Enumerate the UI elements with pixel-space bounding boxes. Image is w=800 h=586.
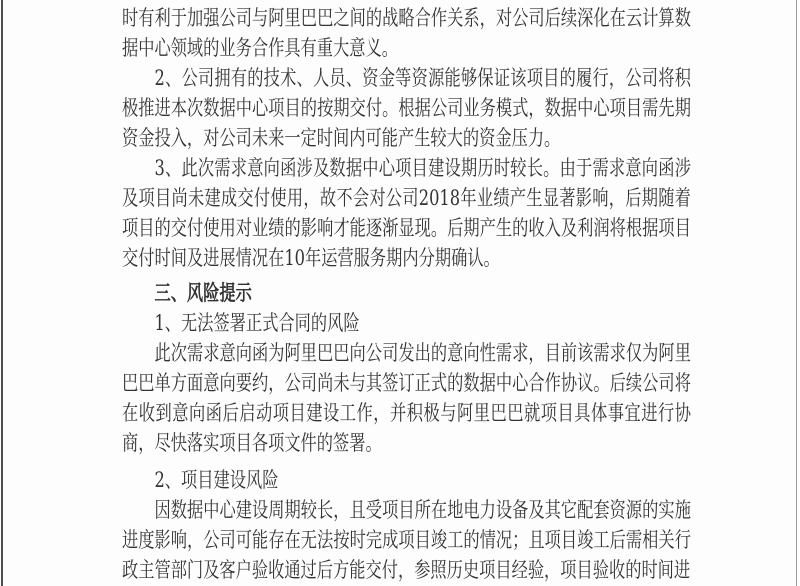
paragraph-project-construction-risk-body: 因数据中心建设周期较长，且受项目所在地电力设备及其它配套资源的实施进度影响，公司可能存在无法按时完成项目竣工的情况；且项目竣工后需相关行政主管部门及客户验收通过后方能交付，参照历史项目经验，项目验收的时间进 bbox=[122, 498, 691, 582]
paragraph-contract-signing-risk-body: 此次需求意向函为阿里巴巴向公司发出的意向性需求，目前该需求仅为阿里巴巴单方面意向要约，公司尚未与其签订正式的数据中心合作协议。后续公司将在收到意向函后启动项目建设工作，并积极与阿里巴巴就项目具体事宜进行协商，尽快落实项目各项文件的签署。 bbox=[122, 341, 691, 455]
page-left-border-line bbox=[1, 0, 3, 586]
section-heading-risk-notice: 三、风险提示 bbox=[154, 280, 252, 305]
subheading-1-contract-signing-risk: 1、无法签署正式合同的风险 bbox=[154, 311, 360, 335]
subheading-2-project-construction-risk: 2、项目建设风险 bbox=[154, 468, 279, 492]
document-text-column bbox=[122, 3, 691, 585]
page-right-border-line bbox=[796, 0, 797, 586]
paragraph-3-construction-duration: 3、此次需求意向函涉及数据中心项目建设期历时较长。由于需求意向函涉及项目尚未建成交付使用，故不会对公司2018年业绩产生显著影响，后期随着项目的交付使用对业绩的影响才能逐渐显现。后期产生的收入及利润将根据项目交付时间及进展情况在10年运营服务期内分期确认。 bbox=[122, 156, 691, 270]
paragraph-strategic-cooperation-continuation: 时有利于加强公司与阿里巴巴之间的战略合作关系，对公司后续深化在云计算数据中心领域的业务合作具有重大意义。 bbox=[122, 6, 691, 60]
paragraph-2-resources-guarantee: 2、公司拥有的技术、人员、资金等资源能够保证该项目的履行，公司将积极推进本次数据中心项目的按期交付。根据公司业务模式，数据中心项目需先期资金投入，对公司未来一定时间内可能产生较大的资金压力。 bbox=[122, 66, 691, 150]
